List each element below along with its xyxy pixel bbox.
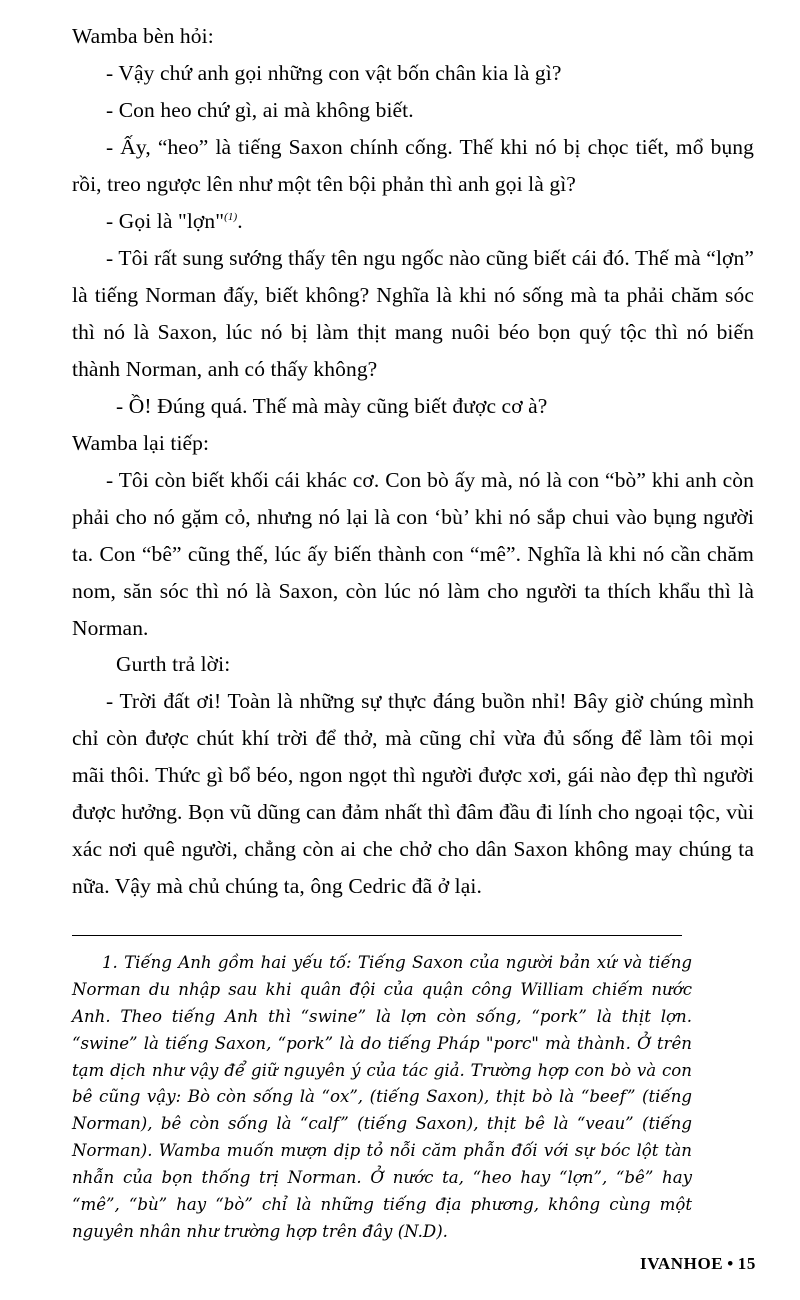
paragraph: - Con heo chứ gì, ai mà không biết. xyxy=(106,97,414,122)
footer-separator: • xyxy=(727,1254,734,1273)
paragraph: Wamba bèn hỏi: xyxy=(72,24,214,48)
paragraph: - Tôi rất sung sướng thấy tên ngu ngốc nào cũng biết cái đó. Thế mà “lợn” là tiếng Norman đấy, biết không? Nghĩa là khi nó sống mà ta phải chăm sóc thì nó là Saxon, lúc nó bị làm thịt mang nuôi béo bọn quý tộc thì nó biến thành Norman, anh có thấy không? xyxy=(72,245,754,381)
footer-book-title: IVANHOE xyxy=(639,1254,724,1273)
page-footer xyxy=(640,1254,756,1274)
paragraph: - Tôi còn biết khối cái khác cơ. Con bò ấy mà, nó là con “bò” khi anh còn phải cho nó gặm cỏ, nhưng nó lại là con ‘bù’ khi nó sắp chui vào bụng người ta. Con “bê” cũng thế, lúc ấy biến thành con “mê”. Nghĩa là khi nó cần chăm nom, săn sóc thì nó là Saxon, còn lúc nó làm cho người ta thích khẩu thì là Norman. xyxy=(72,467,754,640)
page-body xyxy=(72,18,754,905)
footnote-divider xyxy=(72,935,682,936)
paragraph: - Ấy, “heo” là tiếng Saxon chính cống. Thế khi nó bị chọc tiết, mổ bụng rồi, treo ngược lên như một tên bội phản thì anh gọi là gì? xyxy=(72,134,754,196)
paragraph: - Vậy chứ anh gọi những con vật bốn chân kia là gì? xyxy=(106,60,562,85)
footer-page-number: 15 xyxy=(737,1254,756,1273)
paragraph-text: - Gọi là "lợn" xyxy=(106,208,225,233)
paragraph: Wamba lại tiếp: xyxy=(72,430,210,455)
footnote-marker: (1) xyxy=(224,210,238,223)
paragraph: Gurth trả lời: xyxy=(116,652,231,677)
paragraph-trailing: . xyxy=(237,208,243,233)
footnote-block xyxy=(72,950,692,1246)
paragraph: - Ồ! Đúng quá. Thế mà mày cũng biết được cơ à? xyxy=(116,393,548,418)
footnote-text: 1. Tiếng Anh gồm hai yếu tố: Tiếng Saxon của người bản xứ và tiếng Norman du nhập sau khi quân đội của quận công William chiếm nước Anh. Theo tiếng Anh thì “swine” là lợn còn sống, “pork” là thịt lợn. “swine” là tiếng Saxon, “pork” là do tiếng Pháp "porc" mà thành. Ở trên tạm dịch như vậy để giữ nguyên ý của tác giả. Trường hợp con bò và con bê cũng vậy: Bò còn sống là “ox”, (tiếng Saxon), thịt bò là “beef” (tiếng Norman), bê còn sống là “calf” (tiếng Saxon), thịt bê là “veau” (tiếng Norman). Wamba muốn mượn dịp tỏ nỗi căm phẫn đối với sự bóc lột tàn nhẫn của bọn thống trị Norman. Ở nước ta, “heo hay “lợn”, “bê” hay “mê”, “bù” hay “bò” chỉ là những tiếng địa phương, không cùng một nguyên nhân như trường hợp trên đây (N.D). xyxy=(72,953,692,1241)
paragraph-with-footnote xyxy=(72,203,754,240)
paragraph: - Trời đất ơi! Toàn là những sự thực đáng buồn nhỉ! Bây giờ chúng mình chỉ còn được chút khí trời để thở, mà cũng chỉ vừa đủ sống để làm tôi mọi mãi thôi. Thức gì bổ béo, ngon ngọt thì người được xơi, gái nào đẹp thì người được hưởng. Bọn vũ dũng can đảm nhất thì đâm đầu đi lính cho ngoại tộc, vùi xác nơi quê người, chẳng còn ai che chở cho dân Saxon không may chúng ta nữa. Vậy mà chủ chúng ta, ông Cedric đã ở lại. xyxy=(72,689,754,899)
